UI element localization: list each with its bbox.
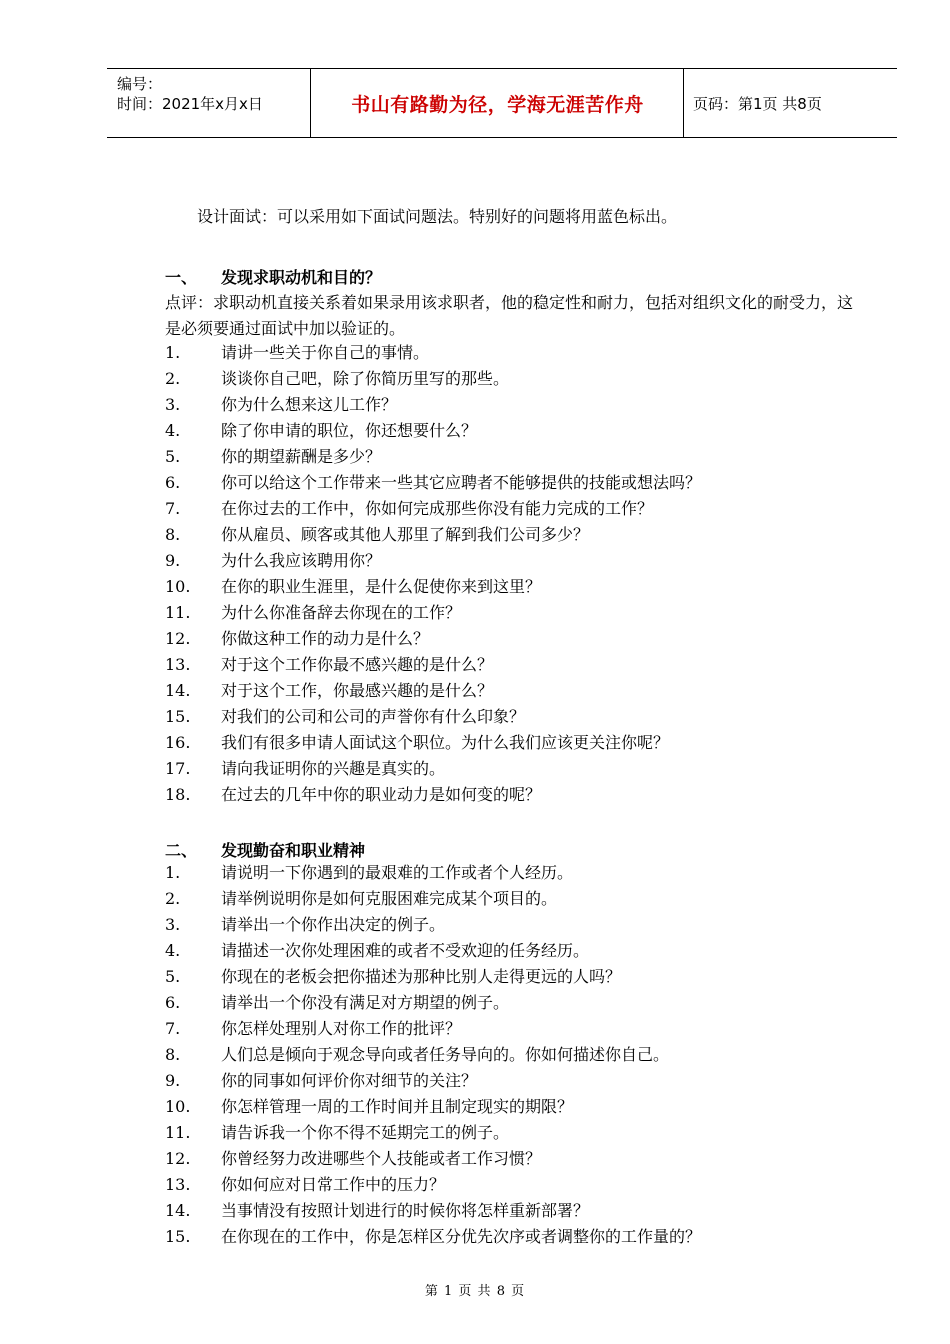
question-number: 15.	[165, 1227, 191, 1246]
question-item	[165, 756, 855, 782]
question-item	[165, 964, 855, 990]
question-text: 请说明一下你遇到的最艰难的工作或者个人经历。	[221, 863, 574, 882]
question-number: 8.	[165, 525, 181, 544]
question-text: 你怎样管理一周的工作时间并且制定现实的期限？	[221, 1097, 574, 1116]
header-divider	[310, 69, 311, 137]
question-text: 除了你申请的职位，你还想要什么？	[221, 421, 478, 440]
question-text: 我们有很多申请人面试这个职位。为什么我们应该更关注你呢？	[221, 733, 670, 752]
question-text: 人们总是倾向于观念导向或者任务导向的。你如何描述你自己。	[221, 1045, 670, 1064]
question-text: 请举出一个你作出决定的例子。	[221, 915, 446, 934]
question-number: 7.	[165, 1019, 181, 1038]
question-text: 你从雇员、顾客或其他人那里了解到我们公司多少？	[221, 525, 590, 544]
question-item	[165, 652, 855, 678]
question-item	[165, 470, 855, 496]
question-number: 1.	[165, 863, 181, 882]
question-text: 你怎样处理别人对你工作的批评？	[221, 1019, 462, 1038]
section-1-number: 一、	[165, 268, 198, 287]
question-text: 在你现在的工作中，你是怎样区分优先次序或者调整你的工作量的？	[221, 1227, 702, 1246]
question-text: 你做这种工作的动力是什么？	[221, 629, 430, 648]
question-text: 你曾经努力改进哪些个人技能或者工作习惯？	[221, 1149, 542, 1168]
question-item	[165, 418, 855, 444]
intro-text: 设计面试：可以采用如下面试问题法。特别好的问题将用蓝色标出。	[197, 207, 678, 226]
question-item	[165, 1224, 855, 1250]
question-number: 3.	[165, 395, 181, 414]
question-number: 17.	[165, 759, 191, 778]
question-text: 你如何应对日常工作中的压力？	[221, 1175, 446, 1194]
question-number: 6.	[165, 993, 181, 1012]
question-item	[165, 366, 855, 392]
question-text: 请讲一些关于你自己的事情。	[221, 343, 430, 362]
question-item	[165, 730, 855, 756]
question-text: 对我们的公司和公司的声誉你有什么印象？	[221, 707, 526, 726]
question-item	[165, 678, 855, 704]
question-item	[165, 522, 855, 548]
question-text: 你的期望薪酬是多少？	[221, 447, 382, 466]
question-item	[165, 574, 855, 600]
section-1-comment: 点评：求职动机直接关系着如果录用该求职者，他的稳定性和耐力，包括对组织文化的耐受力，这是必须要通过面试中加以验证的。	[165, 293, 854, 338]
question-text: 对于这个工作你最不感兴趣的是什么？	[221, 655, 494, 674]
question-number: 12.	[165, 1149, 191, 1168]
question-text: 在过去的几年中你的职业动力是如何变的呢？	[221, 785, 542, 804]
question-number: 5.	[165, 967, 181, 986]
question-number: 10.	[165, 1097, 191, 1116]
question-item	[165, 1042, 855, 1068]
question-item	[165, 1172, 855, 1198]
section-1-title: 发现求职动机和目的？	[221, 268, 382, 287]
header-page-info: 页码：第1页 共8页	[693, 94, 822, 113]
question-text: 当事情没有按照计划进行的时候你将怎样重新部署？	[221, 1201, 590, 1220]
question-item	[165, 392, 855, 418]
question-number: 7.	[165, 499, 181, 518]
question-item	[165, 912, 855, 938]
question-item	[165, 886, 855, 912]
question-number: 11.	[165, 603, 191, 622]
header-motto: 书山有路勤为径，学海无涯苦作舟	[351, 93, 644, 116]
question-item	[165, 444, 855, 470]
question-number: 14.	[165, 1201, 191, 1220]
question-number: 16.	[165, 733, 191, 752]
question-number: 14.	[165, 681, 191, 700]
question-text: 你为什么想来这儿工作？	[221, 395, 398, 414]
question-text: 请举出一个你没有满足对方期望的例子。	[221, 993, 510, 1012]
question-text: 请告诉我一个你不得不延期完工的例子。	[221, 1123, 510, 1142]
question-text: 你可以给这个工作带来一些其它应聘者不能够提供的技能或想法吗？	[221, 473, 702, 492]
question-number: 8.	[165, 1045, 181, 1064]
question-item	[165, 1016, 855, 1042]
question-number: 9.	[165, 551, 181, 570]
question-number: 5.	[165, 447, 181, 466]
question-item	[165, 990, 855, 1016]
question-item	[165, 1120, 855, 1146]
question-text: 请举例说明你是如何克服困难完成某个项目的。	[221, 889, 558, 908]
question-number: 13.	[165, 655, 191, 674]
question-number: 10.	[165, 577, 191, 596]
page-header	[107, 68, 897, 138]
question-item	[165, 860, 855, 886]
time-label: 时间：2021年x月x日	[117, 95, 263, 113]
question-number: 2.	[165, 369, 181, 388]
question-text: 请描述一次你处理困难的或者不受欢迎的任务经历。	[221, 941, 590, 960]
question-number: 13.	[165, 1175, 191, 1194]
question-number: 12.	[165, 629, 191, 648]
question-item	[165, 626, 855, 652]
question-item	[165, 1094, 855, 1120]
question-text: 在你的职业生涯里，是什么促使你来到这里？	[221, 577, 542, 596]
question-number: 18.	[165, 785, 191, 804]
question-number: 6.	[165, 473, 181, 492]
question-text: 请向我证明你的兴趣是真实的。	[221, 759, 446, 778]
question-item	[165, 704, 855, 730]
question-text: 为什么你准备辞去你现在的工作？	[221, 603, 462, 622]
question-number: 2.	[165, 889, 181, 908]
question-number: 11.	[165, 1123, 191, 1142]
question-text: 谈谈你自己吧，除了你简历里写的那些。	[221, 369, 510, 388]
question-item	[165, 548, 855, 574]
section-2-number: 二、	[165, 841, 198, 860]
question-number: 1.	[165, 343, 181, 362]
question-text: 你的同事如何评价你对细节的关注？	[221, 1071, 478, 1090]
question-text: 对于这个工作，你最感兴趣的是什么？	[221, 681, 494, 700]
question-number: 9.	[165, 1071, 181, 1090]
question-number: 3.	[165, 915, 181, 934]
question-item	[165, 1146, 855, 1172]
number-label: 编号：	[117, 75, 163, 93]
question-text: 在你过去的工作中，你如何完成那些你没有能力完成的工作？	[221, 499, 654, 518]
question-item	[165, 496, 855, 522]
question-text: 为什么我应该聘用你？	[221, 551, 382, 570]
question-number: 4.	[165, 941, 181, 960]
question-item	[165, 938, 855, 964]
question-number: 15.	[165, 707, 191, 726]
question-text: 你现在的老板会把你描述为那种比别人走得更远的人吗？	[221, 967, 622, 986]
section-2-title: 发现勤奋和职业精神	[221, 841, 366, 860]
question-number: 4.	[165, 421, 181, 440]
question-item	[165, 600, 855, 626]
section-2-question-list	[165, 860, 855, 1250]
section-1-question-list	[165, 340, 855, 808]
question-item	[165, 782, 855, 808]
question-item	[165, 1068, 855, 1094]
question-item	[165, 340, 855, 366]
header-meta	[117, 74, 263, 114]
page-footer: 第 1 页 共 8 页	[424, 1284, 526, 1299]
question-item	[165, 1198, 855, 1224]
header-divider	[683, 69, 684, 137]
